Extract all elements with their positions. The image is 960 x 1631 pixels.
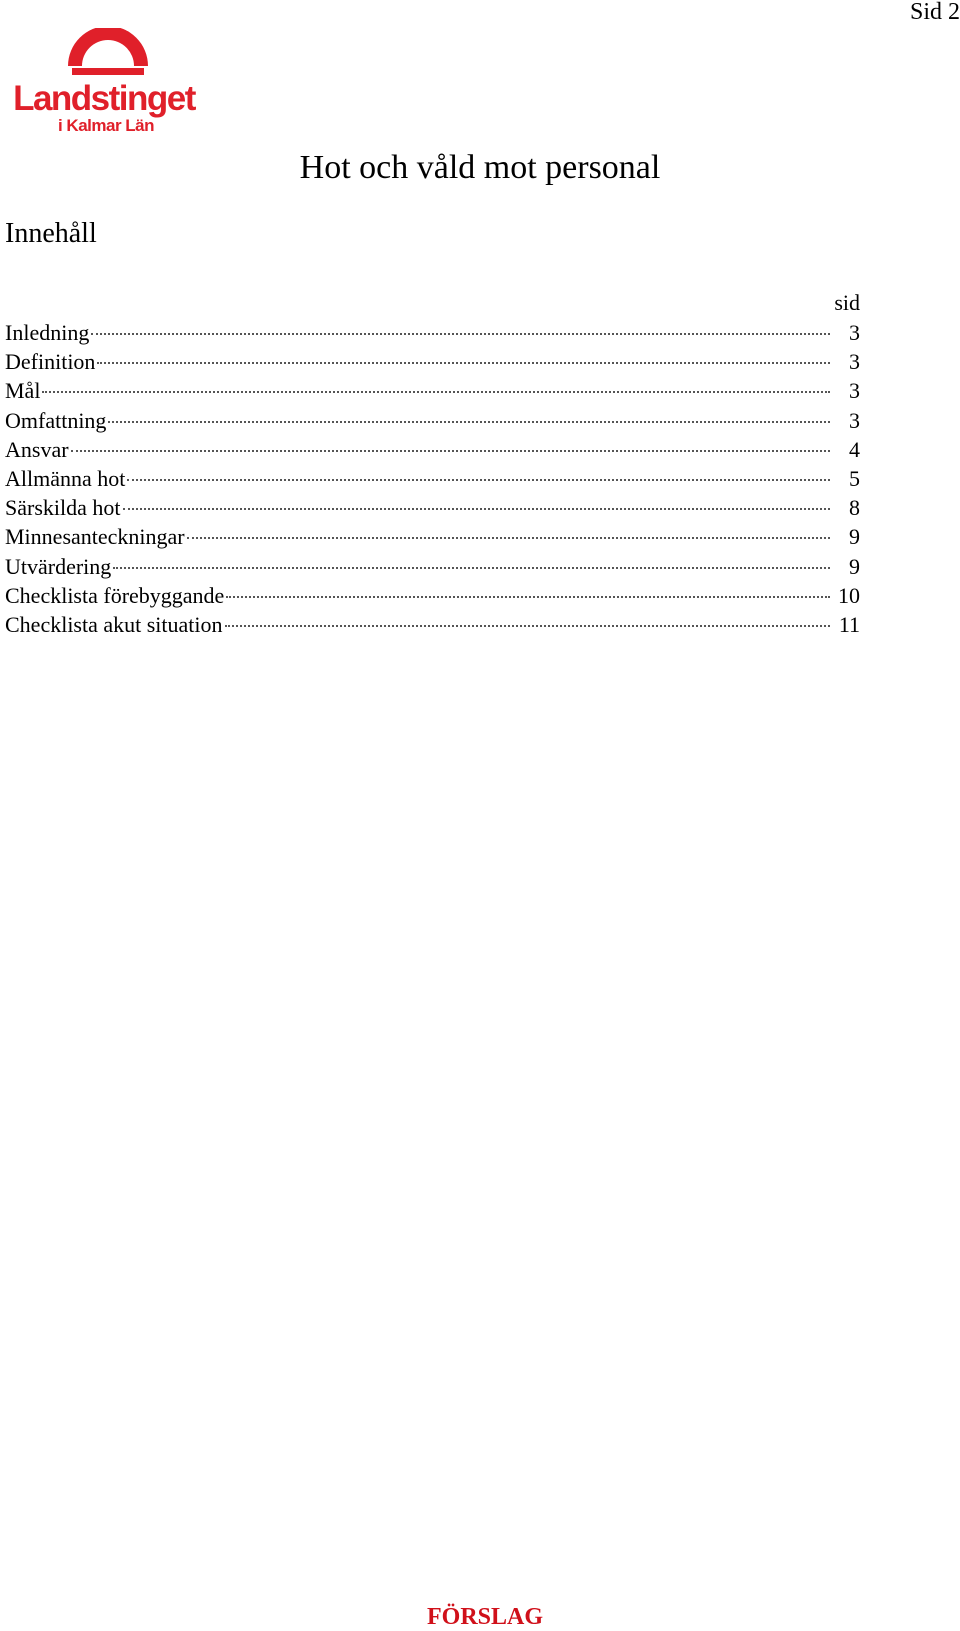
toc-entry-page: 3 [849, 320, 860, 345]
toc-entry-label: Allmänna hot [5, 465, 126, 491]
toc-dot-leader [91, 333, 830, 335]
landstinget-logo [0, 28, 214, 146]
toc-dot-leader [97, 362, 830, 364]
toc-dot-leader [127, 479, 830, 481]
toc-entry-label: Minnesanteckningar [5, 524, 185, 550]
toc-dot-leader [71, 450, 830, 452]
svg-text:Landstinget: Landstinget [13, 79, 195, 118]
toc-dot-leader [42, 391, 830, 393]
toc-dot-leader [108, 421, 830, 423]
toc-entry-page: 8 [849, 495, 860, 521]
toc-entry-omfattning[interactable] [5, 406, 860, 435]
toc-dot-leader [226, 596, 830, 598]
toc-entry-checklista-akut-situation[interactable] [5, 610, 860, 639]
table-of-contents [5, 318, 860, 639]
toc-dot-leader [225, 625, 830, 627]
toc-entry-checklista-forebyggande[interactable] [5, 581, 860, 610]
toc-entry-label: Checklista förebyggande [5, 582, 225, 608]
toc-entry-page: 4 [849, 436, 860, 462]
toc-entry-minnesanteckningar[interactable] [5, 522, 860, 551]
toc-entry-label: Ansvar [5, 436, 69, 462]
toc-entry-inledning[interactable] [5, 318, 860, 347]
toc-entry-page: 9 [849, 524, 860, 550]
toc-entry-page: 3 [849, 407, 860, 433]
toc-entry-label: Inledning [5, 320, 90, 345]
toc-entry-label: Mål [5, 378, 41, 404]
document-title: Hot och våld mot personal [299, 149, 661, 186]
svg-text:i Kalmar Län: i Kalmar Län [57, 116, 155, 135]
toc-entry-sarskilda-hot[interactable] [5, 493, 860, 522]
toc-entry-label: Utvärdering [5, 553, 112, 579]
toc-dot-leader [187, 537, 830, 539]
toc-dot-leader [113, 567, 830, 569]
draft-status-label: FÖRSLAG [426, 1604, 543, 1630]
toc-entry-page: 5 [849, 465, 860, 491]
toc-page-column-header: sid [834, 290, 860, 315]
toc-entry-page: 9 [849, 553, 860, 579]
toc-heading: Innehåll [5, 218, 97, 249]
toc-entry-ansvar[interactable] [5, 435, 860, 464]
toc-entry-page: 3 [849, 349, 860, 375]
toc-entry-utvardering[interactable] [5, 552, 860, 581]
toc-entry-page: 10 [838, 582, 860, 608]
page-number: Sid 2 [909, 0, 960, 25]
toc-entry-allmanna-hot[interactable] [5, 464, 860, 493]
toc-entry-page: 3 [849, 378, 860, 404]
toc-dot-leader [123, 508, 831, 510]
toc-entry-label: Omfattning [5, 407, 107, 433]
toc-entry-label: Särskilda hot [5, 495, 121, 521]
toc-entry-label: Definition [5, 349, 96, 375]
toc-entry-definition[interactable] [5, 347, 860, 376]
toc-entry-label: Checklista akut situation [5, 611, 223, 637]
toc-entry-mal[interactable] [5, 376, 860, 405]
toc-entry-page: 11 [838, 611, 860, 637]
